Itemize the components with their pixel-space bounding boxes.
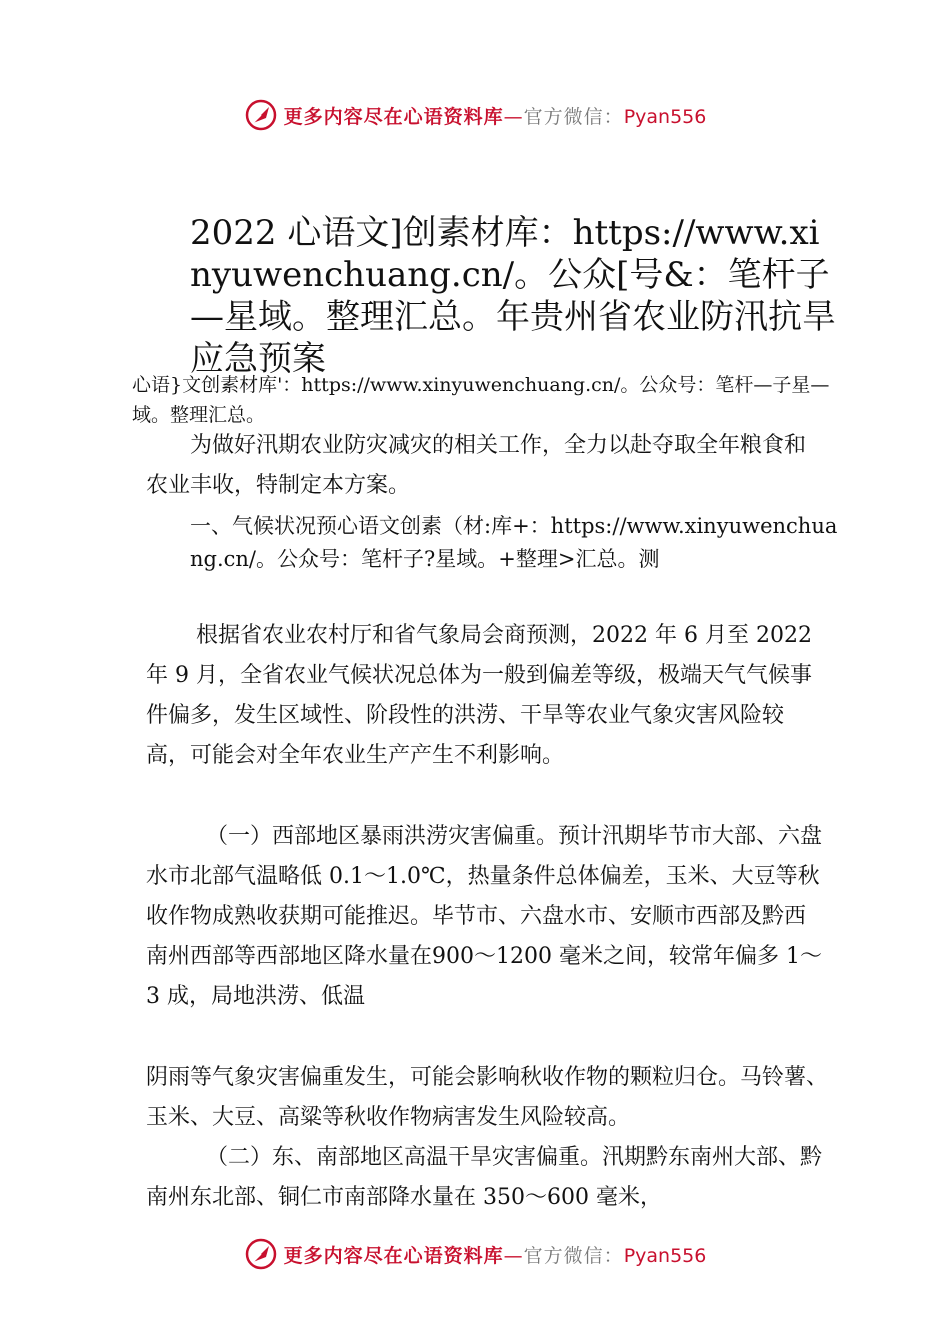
header-banner	[0, 95, 950, 135]
section-heading-1: 一、气候状况预心语文创素（材:库+：https://www.xinyuwenchuang.cn/。公众号：笔杆子?星域。+整理>汇总。测	[190, 514, 838, 571]
quill-logo-icon	[244, 1237, 278, 1271]
banner-text: 更多内容尽在心语资料库—官方微信：Pyan556	[283, 105, 707, 128]
source-line: 心语}文创素材库'：https://www.xinyuwenchuang.cn/。公众号：笔杆—子星—域。整理汇总。	[132, 374, 830, 426]
west-region-paragraph: （一）西部地区暴雨洪涝灾害偏重。预计汛期毕节市大部、六盘水市北部气温略低 0.1～1.0℃，热量条件总体偏差，玉米、大豆等秋收作物成熟收获期可能推迟。毕节市、六盘水市、安顺市西部及黔西南州西部等西部地区降水量在900～1200 毫米之间，较常年偏多 1～3 成，局地洪涝、低温	[146, 824, 823, 1009]
climate-paragraph: 根据省农业农村厅和省气象局会商预测，2022 年 6 月至 2022 年 9 月，全省农业气候状况总体为一般到偏差等级，极端天气气候事件偏多，发生区域性、阶段性的洪涝、干旱等农业气象灾害风险较高，可能会对全年农业生产产生不利影响。	[146, 623, 812, 768]
west-region-paragraph-cont: 阴雨等气象灾害偏重发生，可能会影响秋收作物的颗粒归仓。马铃薯、玉米、大豆、高粱等秋收作物病害发生风险较高。	[146, 1065, 829, 1130]
intro-paragraph: 为做好汛期农业防灾减灾的相关工作，全力以赴夺取全年粮食和农业丰收，特制定本方案。	[146, 433, 807, 498]
document-title: 2022 心语文]创素材库：https://www.xinyuwenchuang.cn/。公众[号&：笔杆子—星域。整理汇总。年贵州省农业防汛抗旱应急预案	[190, 213, 836, 379]
quill-logo-icon	[244, 98, 278, 132]
east-south-region-paragraph: （二）东、南部地区高温干旱灾害偏重。汛期黔东南州大部、黔南州东北部、铜仁市南部降水量在 350～600 毫米，	[146, 1145, 823, 1210]
banner-text: 更多内容尽在心语资料库—官方微信：Pyan556	[283, 1244, 707, 1267]
footer-banner	[0, 1234, 950, 1274]
